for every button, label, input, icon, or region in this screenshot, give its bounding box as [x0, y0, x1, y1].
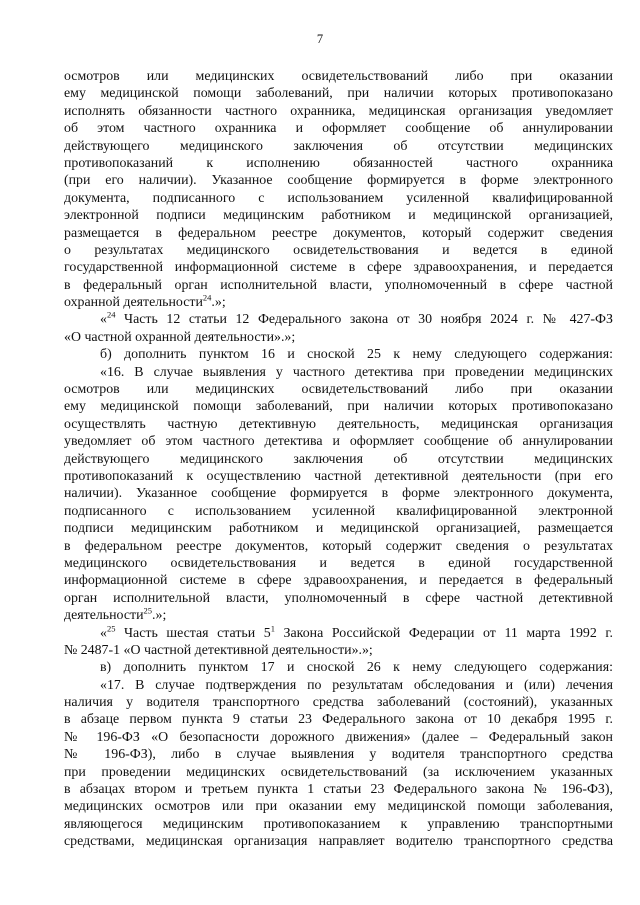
text-line: № 2487-1 «О частной детективной деятельности».»; [64, 642, 373, 658]
text-line: документа, подписанного с использованием усиленной квалифицированной [64, 190, 613, 206]
footnote-mark: 24 [106, 311, 116, 320]
text-line: в абзаце первом пункта 9 статьи 23 Федерального закона от 10 декабря 1995 г. [64, 712, 613, 728]
text-fragment: Закона Российской Федерации от 11 марта 1992 г. [274, 625, 613, 641]
footnote-mark: 25 [106, 624, 116, 633]
footnote-mark: 25 [143, 607, 153, 616]
text-line: в) дополнить пунктом 17 и сноской 26 к нему следующего содержания: [100, 660, 613, 676]
text-line: исполнять обязанности частного охранника, медицинская организация уведомляет [64, 103, 613, 119]
text-line: в федеральном реестре документов, который содержит сведения о результатах [64, 538, 613, 554]
text-line: в федеральный орган исполнительной власти, уполномоченный в сфере частной [64, 277, 613, 293]
text-line: противопоказаний к исполнению обязанностей частного охранника [64, 155, 613, 171]
text-line: о результатах медицинского освидетельствования и ведется в единой [64, 242, 613, 258]
text-fragment: .»; [152, 608, 167, 624]
text-line: «16. В случае выявления у частного детектива при проведении медицинских [100, 364, 613, 380]
text-fragment: Часть шестая статьи 5 [115, 625, 271, 641]
text-line: орган исполнительной власти, уполномоченный в сфере частной детективной [64, 590, 613, 606]
page-number: 7 [316, 32, 324, 46]
text-line: наличии). Указанное сообщение формируется в форме электронного документа, [64, 486, 613, 502]
text-fragment: « [100, 312, 107, 328]
text-fragment: Часть 12 статьи 12 Федерального закона от 30 ноября 2024 г. № 427-ФЗ [115, 312, 613, 328]
text-line: об этом частного охранника и оформляет сообщение об аннулировании [64, 121, 613, 137]
article-superscript: 1 [270, 624, 275, 633]
text-line: уведомляет об этом частного детектива и оформляет сообщение об аннулировании [64, 434, 613, 450]
text-line: в абзацах втором и третьем пункта 1 статьи 23 Федерального закона № 196-ФЗ), [64, 782, 613, 798]
text-line: при проведении медицинских освидетельствований (за исключением указанных [64, 764, 613, 780]
text-line: (при его наличии). Указанное сообщение формируется в форме электронного [64, 173, 613, 189]
text-fragment: « [100, 625, 107, 641]
text-line: «17. В случае подтверждения по результатам обследования и (или) лечения [100, 677, 613, 693]
text-line: подписи медицинским работником и медицинской организацией, размещается [64, 521, 613, 537]
text-line: осмотров или медицинских освидетельствований либо при оказании [64, 382, 613, 398]
text-line: действующего медицинского заключения об отсутствии медицинских [64, 451, 613, 467]
footnote-line [64, 625, 613, 642]
footnote-mark: 24 [202, 294, 212, 303]
text-line: № 196-ФЗ), либо в случае выявления у водителя транспортного средства [64, 747, 613, 763]
text-line: государственной информационной системе в сфере здравоохранения, и передается [64, 260, 613, 276]
text-line: ему медицинской помощи заболеваний, при наличии которых противопоказано [64, 399, 613, 415]
text-line: б) дополнить пунктом 16 и сноской 25 к нему следующего содержания: [100, 347, 613, 363]
text-line: средствами, медицинская организация направляет водителю транспортного средства [64, 834, 613, 850]
document-body [64, 68, 613, 851]
footnote-line [64, 311, 613, 328]
text-line: действующего медицинского заключения об отсутствии медицинских [64, 138, 613, 154]
text-line: противопоказаний к осуществлению частной детективной деятельности (при его [64, 468, 613, 484]
text-line [64, 294, 613, 311]
text-line: информационной системе в сфере здравоохранения, и передается в федеральный [64, 573, 613, 589]
text-line: № 196-ФЗ «О безопасности дорожного движения» (далее – Федеральный закон [64, 729, 613, 745]
text-line: электронной подписи медицинским работником и медицинской организацией, [64, 208, 613, 224]
text-line: наличия у водителя транспортного средства заболеваний (состояний), указанных [64, 695, 613, 711]
text-fragment: охранной деятельности [64, 295, 203, 311]
text-line: размещается в федеральном реестре документов, который содержит сведения [64, 225, 613, 241]
text-line: ему медицинской помощи заболеваний, при наличии которых противопоказано [64, 86, 613, 102]
text-line: осмотров или медицинских освидетельствований либо при оказании [64, 69, 613, 84]
text-line [64, 607, 613, 624]
text-line: осуществлять частную детективную деятельность, медицинская организация [64, 416, 613, 432]
text-fragment: деятельности [64, 608, 144, 624]
text-line: подписанного с использованием усиленной квалифицированной электронной [64, 503, 613, 519]
text-line: являющегося медицинским противопоказанием к управлению транспортными [64, 816, 613, 832]
text-line: медицинского освидетельствования и ведется в единой государственной [64, 555, 613, 571]
text-fragment: .»; [211, 295, 226, 311]
text-line: «О частной охранной деятельности».»; [64, 329, 296, 345]
text-line: медицинских осмотров или при оказании ему медицинской помощи заболевания, [64, 799, 613, 815]
